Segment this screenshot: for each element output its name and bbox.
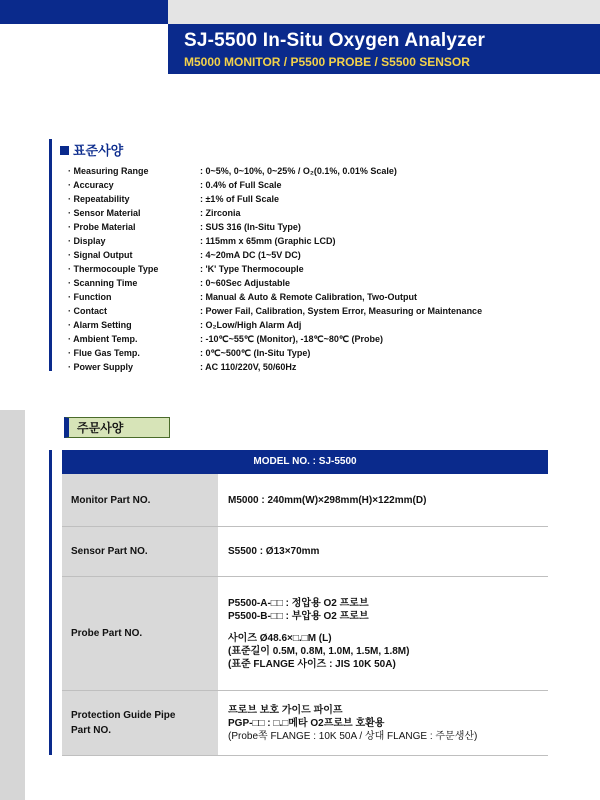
spec-label: · Scanning Time [68,278,138,288]
spec-value: : 0℃~500℃ (In-Situ Type) [200,348,311,358]
table-row-monitor [62,474,548,527]
spec-label: · Flue Gas Temp. [68,348,140,358]
row-value [218,577,548,690]
row-value [218,474,548,526]
spec-value: : Manual & Auto & Remote Calibration, Two-Output [200,292,417,302]
spec-row [68,348,588,362]
probe-line: (표준 FLANGE 사이즈 : JIS 10K 50A) [228,658,396,670]
spec-row [68,362,588,376]
model-number-header: MODEL NO. : SJ-5500 [62,450,548,474]
header-gray-bar [168,0,600,24]
square-bullet-icon [60,146,69,155]
left-margin-band [0,410,25,800]
probe-line: P5500-B-□□ : 부압용 O2 프로브 [228,610,369,622]
table-row-sensor [62,527,548,577]
title-band [168,24,600,74]
guide-line: (Probe쪽 FLANGE : 10K 50A / 상대 FLANGE : 주문생산) [228,730,478,742]
spec-label: · Signal Output [68,250,133,260]
spec-row [68,278,588,292]
spec-row [68,194,588,208]
spec-label: · Sensor Material [68,208,141,218]
row-label-line: Part NO. [71,725,112,736]
spec-label: · Probe Material [68,222,136,232]
row-label-line: Protection Guide Pipe [71,710,176,721]
spec-row [68,292,588,306]
spec-section-bar [49,139,52,371]
spec-label: · Contact [68,306,107,316]
spec-row [68,334,588,348]
spec-label: · Thermocouple Type [68,264,159,274]
spec-value: : SUS 316 (In-Situ Type) [200,222,301,232]
spec-value: : 4~20mA DC (1~5V DC) [200,250,301,260]
spec-row [68,236,588,250]
row-value [218,527,548,576]
row-value [218,691,548,755]
spacer [228,623,548,632]
row-label [62,691,218,755]
spec-row [68,166,588,180]
spec-value: : 0.4% of Full Scale [200,180,282,190]
spec-label: · Measuring Range [68,166,149,176]
order-section-bar [49,450,52,755]
spec-label: · Alarm Setting [68,320,132,330]
spec-value: : Zirconia [200,208,241,218]
spec-row [68,320,588,334]
spec-row [68,180,588,194]
spec-value: : O₂Low/High Alarm Adj [200,320,302,330]
probe-line: (표준길이 0.5M, 0.8M, 1.0M, 1.5M, 1.8M) [228,645,410,657]
probe-line: P5500-A-□□ : 정압용 O2 프로브 [228,597,369,609]
spec-value: : 0~60Sec Adjustable [200,278,290,288]
spec-row [68,208,588,222]
row-label: Probe Part NO. [62,577,218,690]
spec-row [68,222,588,236]
header-accent-bar [0,0,168,24]
spec-row [68,250,588,264]
row-label: Monitor Part NO. [62,474,218,526]
spec-list [68,166,588,376]
order-heading: 주문사양 [64,417,170,438]
sensor-dimensions: S5500 : Ø13×70mm [228,546,320,557]
probe-line: 사이즈 Ø48.6×□.□M (L) [228,632,332,644]
table-row-probe [62,577,548,691]
spec-value: : ±1% of Full Scale [200,194,279,204]
spec-heading [60,140,123,159]
page-title: SJ-5500 In-Situ Oxygen Analyzer [184,30,486,51]
order-table [62,450,548,756]
row-label: Sensor Part NO. [62,527,218,576]
spec-value: : 'K' Type Thermocouple [200,264,304,274]
spec-label: · Repeatability [68,194,130,204]
spec-label: · Function [68,292,112,302]
page-subtitle: M5000 MONITOR / P5500 PROBE / S5500 SENSOR [184,55,470,69]
spec-value: : AC 110/220V, 50/60Hz [200,362,297,372]
spec-row [68,306,588,320]
table-row-guide-pipe [62,691,548,756]
spec-label: · Power Supply [68,362,134,372]
spec-label: · Accuracy [68,180,114,190]
spec-value: : 115mm x 65mm (Graphic LCD) [200,236,336,246]
guide-line: PGP-□□ : □.□메타 O2프로브 호환용 [228,717,385,729]
spec-label: · Ambient Temp. [68,334,138,344]
spec-value: : 0~5%, 0~10%, 0~25% / O₂(0.1%, 0.01% Scale) [200,166,397,176]
spec-value: : Power Fail, Calibration, System Error, Measuring or Maintenance [200,306,483,316]
guide-line: 프로브 보호 가이드 파이프 [228,704,343,716]
spec-label: · Display [68,236,106,246]
monitor-dimensions: M5000 : 240mm(W)×298mm(H)×122mm(D) [228,494,427,506]
spec-row [68,264,588,278]
spec-value: : -10℃~55℃ (Monitor), -18℃~80℃ (Probe) [200,334,383,344]
spec-heading-text: 표준사양 [73,143,124,158]
